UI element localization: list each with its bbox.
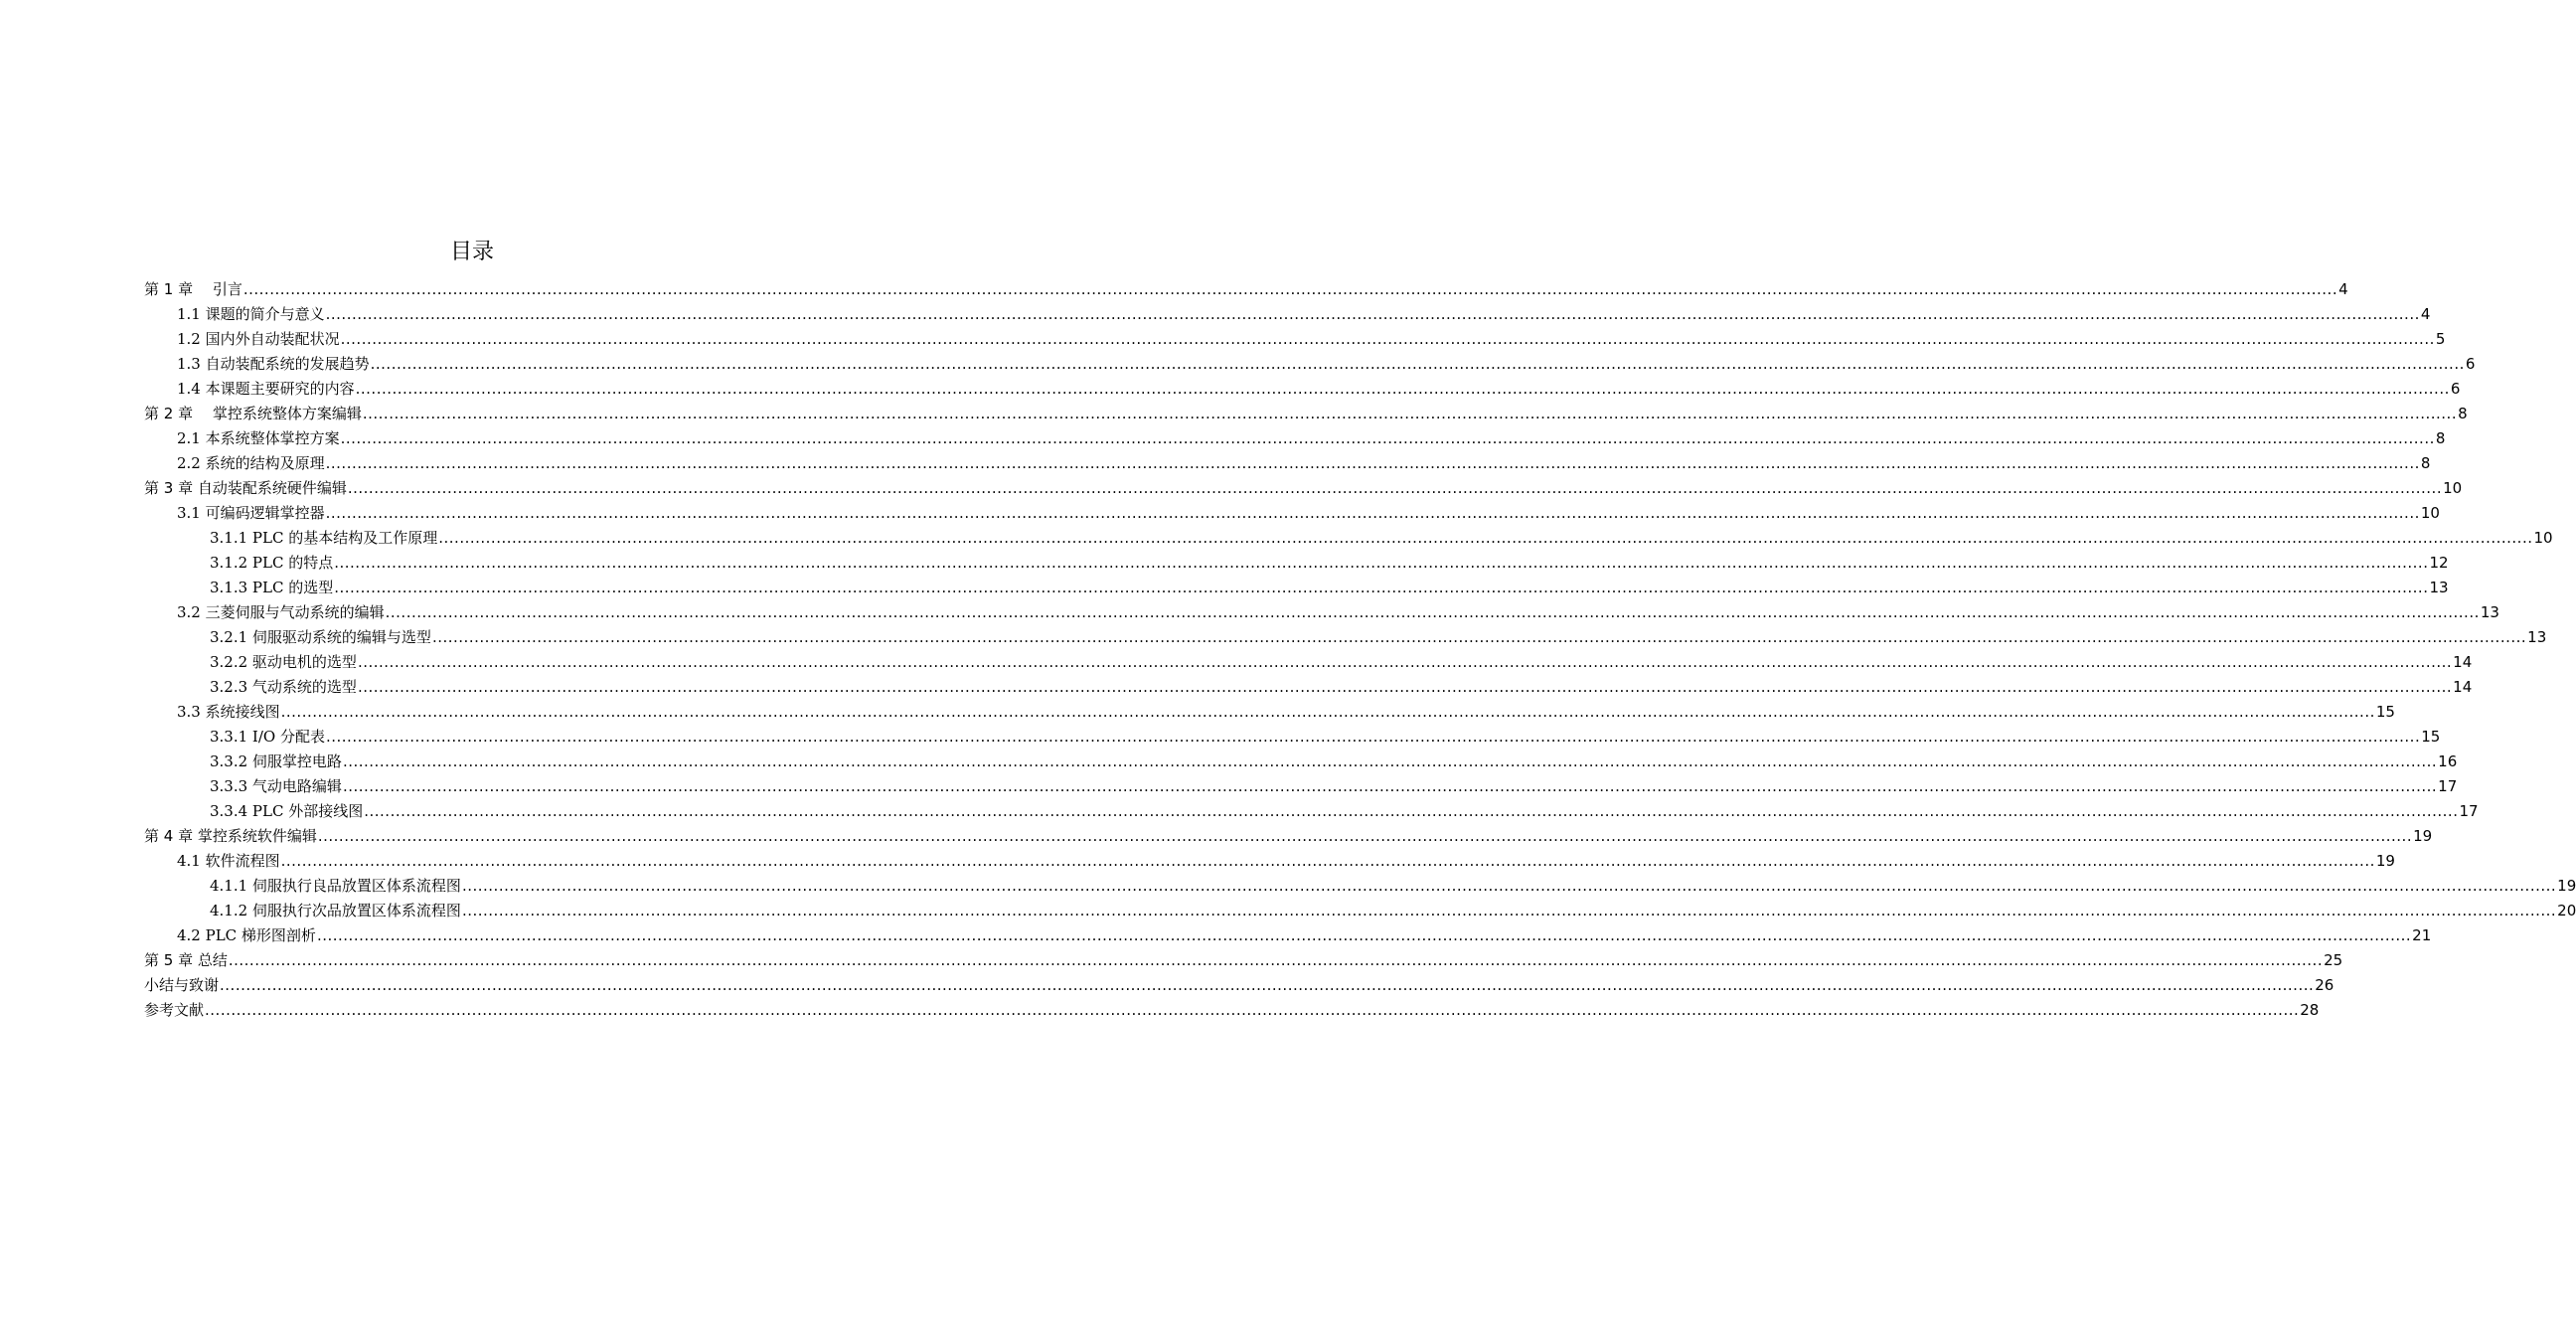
toc-entry[interactable] [144,476,2463,501]
toc-leader-dots: ................................................................................................................................................................................................................................................................................................................................................................................................................ [228,951,2324,969]
toc-leader-dots: ................................................................................................................................................................................................................................................................................................................................................................................................................ [340,330,2435,348]
toc-entry-label: 第 5 章 总结 [144,951,228,969]
toc-entry-label: 第 1 章 引言 [144,280,242,298]
toc-leader-dots: ................................................................................................................................................................................................................................................................................................................................................................................................................ [325,728,2421,746]
toc-entry-label: 2.2 系统的结构及原理 [177,454,325,472]
toc-entry[interactable] [144,973,2334,998]
toc-entry-page: 19 [2557,877,2576,895]
toc-entry-label: 小结与致谢 [144,976,220,994]
toc-leader-dots: ................................................................................................................................................................................................................................................................................................................................................................................................................ [438,529,2533,547]
toc-entry-page: 15 [2421,728,2441,746]
toc-leader-dots: ................................................................................................................................................................................................................................................................................................................................................................................................................ [385,603,2480,621]
toc-entry-page: 8 [2435,429,2446,447]
toc-entry[interactable] [144,302,2431,327]
toc-entry-label: 4.1 软件流程图 [177,852,280,870]
toc-leader-dots: ................................................................................................................................................................................................................................................................................................................................................................................................................ [325,454,2420,472]
toc-entry-label: 3.3.4 PLC 外部接线图 [210,802,364,820]
toc-entry-page: 13 [2527,628,2547,646]
toc-leader-dots: ................................................................................................................................................................................................................................................................................................................................................................................................................ [334,554,2429,572]
toc-entry-page: 12 [2429,554,2449,572]
toc-entry-page: 14 [2453,678,2473,696]
toc-entry[interactable] [144,451,2431,476]
toc-leader-dots: ................................................................................................................................................................................................................................................................................................................................................................................................................ [357,653,2453,671]
toc-entry-page: 4 [2420,305,2431,323]
toc-entry-page: 13 [2429,579,2449,596]
toc-entry[interactable] [144,700,2395,725]
toc-entry-label: 1.3 自动装配系统的发展趋势 [177,355,370,373]
toc-entry[interactable] [144,774,2458,799]
toc-entry-page: 13 [2480,603,2499,621]
toc-entry[interactable] [144,998,2320,1023]
toc-entry-page: 8 [2420,454,2431,472]
toc-entry-page: 20 [2557,902,2576,919]
toc-entry[interactable] [144,650,2473,675]
toc-leader-dots: ................................................................................................................................................................................................................................................................................................................................................................................................................ [370,355,2465,373]
toc-entry[interactable] [144,849,2395,874]
toc-entry[interactable] [144,750,2458,774]
toc-entry-page: 28 [2300,1001,2320,1019]
toc-leader-dots: ................................................................................................................................................................................................................................................................................................................................................................................................................ [280,852,2375,870]
toc-entry[interactable] [144,576,2449,600]
toc-entry-label: 第 4 章 掌控系统软件编辑 [144,827,317,845]
toc-entry-page: 5 [2435,330,2446,348]
toc-leader-dots: ................................................................................................................................................................................................................................................................................................................................................................................................................ [316,926,2412,944]
toc-entry-page: 4 [2338,280,2348,298]
toc-entry-label: 3.3.1 I/O 分配表 [210,728,325,746]
toc-entry-label: 1.4 本课题主要研究的内容 [177,380,355,398]
toc-leader-dots: ................................................................................................................................................................................................................................................................................................................................................................................................................ [431,628,2527,646]
toc-entry-label: 参考文献 [144,1001,205,1019]
toc-entry-label: 1.1 课题的简介与意义 [177,305,325,323]
toc-entry-page: 16 [2438,752,2458,770]
toc-leader-dots: ................................................................................................................................................................................................................................................................................................................................................................................................................ [461,877,2557,895]
toc-entry[interactable] [144,526,2553,551]
toc-entry-label: 4.1.1 伺服执行良品放置区体系流程图 [210,877,461,895]
toc-entry[interactable] [144,426,2446,451]
toc-leader-dots: ................................................................................................................................................................................................................................................................................................................................................................................................................ [342,777,2438,795]
toc-entry-label: 3.1.1 PLC 的基本结构及工作原理 [210,529,438,547]
toc-title: 目录 [449,240,494,264]
toc-entry[interactable] [144,948,2343,973]
toc-entry-label: 3.2 三菱伺服与气动系统的编辑 [177,603,385,621]
toc-entry-label: 3.2.2 驱动电机的选型 [210,653,357,671]
toc-entry-page: 19 [2375,852,2395,870]
toc-entry[interactable] [144,377,2461,402]
toc-entry-page: 10 [2420,504,2440,522]
toc-entry-page: 17 [2438,777,2458,795]
toc-entry-label: 2.1 本系统整体掌控方案 [177,429,340,447]
toc-leader-dots: ................................................................................................................................................................................................................................................................................................................................................................................................................ [205,1001,2300,1019]
toc-entry[interactable] [144,923,2432,948]
toc-leader-dots: ................................................................................................................................................................................................................................................................................................................................................................................................................ [347,479,2443,497]
toc-entry-label: 第 2 章 掌控系统整体方案编辑 [144,405,362,422]
toc-entry-label: 3.1.3 PLC 的选型 [210,579,334,596]
toc-entry[interactable] [144,824,2433,849]
toc-leader-dots: ................................................................................................................................................................................................................................................................................................................................................................................................................ [355,380,2450,398]
toc-entry-page: 8 [2458,405,2468,422]
toc-leader-dots: ................................................................................................................................................................................................................................................................................................................................................................................................................ [280,703,2375,721]
toc-entry-label: 3.2.1 伺服驱动系统的编辑与选型 [210,628,431,646]
toc-leader-dots: ................................................................................................................................................................................................................................................................................................................................................................................................................ [317,827,2413,845]
toc-entry-label: 3.1 可编码逻辑掌控器 [177,504,325,522]
toc-leader-dots: ................................................................................................................................................................................................................................................................................................................................................................................................................ [342,752,2438,770]
toc-entry[interactable] [144,277,2348,302]
toc-leader-dots: ................................................................................................................................................................................................................................................................................................................................................................................................................ [325,305,2420,323]
toc-entry[interactable] [144,675,2473,700]
toc-entry-page: 10 [2443,479,2463,497]
toc-entry-page: 25 [2324,951,2343,969]
toc-entry[interactable] [144,799,2479,824]
toc-leader-dots: ................................................................................................................................................................................................................................................................................................................................................................................................................ [334,579,2429,596]
toc-entry[interactable] [144,551,2449,576]
toc-entry[interactable] [144,625,2547,650]
toc-entry[interactable] [144,352,2476,377]
toc-entry-page: 6 [2465,355,2476,373]
toc-leader-dots: ................................................................................................................................................................................................................................................................................................................................................................................................................ [364,802,2459,820]
toc-entry[interactable] [144,725,2441,750]
toc-entry-label: 3.2.3 气动系统的选型 [210,678,357,696]
toc-leader-dots: ................................................................................................................................................................................................................................................................................................................................................................................................................ [242,280,2338,298]
toc-entry-label: 3.3.3 气动电路编辑 [210,777,342,795]
toc-entry[interactable] [144,899,2576,923]
toc-entry-label: 3.3 系统接线图 [177,703,280,721]
toc-entry[interactable] [144,501,2440,526]
toc-entry[interactable] [144,600,2499,625]
toc-entry[interactable] [144,327,2446,352]
toc-entry-label: 3.3.2 伺服掌控电路 [210,752,342,770]
toc-entry-label: 3.1.2 PLC 的特点 [210,554,334,572]
toc-entry-page: 26 [2315,976,2334,994]
toc-leader-dots: ................................................................................................................................................................................................................................................................................................................................................................................................................ [362,405,2458,422]
toc-leader-dots: ................................................................................................................................................................................................................................................................................................................................................................................................................ [220,976,2315,994]
toc-entry-label: 4.1.2 伺服执行次品放置区体系流程图 [210,902,461,919]
toc-entry-page: 14 [2453,653,2473,671]
toc-entry-label: 4.2 PLC 梯形图剖析 [177,926,316,944]
toc-entry[interactable] [144,402,2468,426]
toc-entry-page: 19 [2413,827,2433,845]
toc-leader-dots: ................................................................................................................................................................................................................................................................................................................................................................................................................ [357,678,2453,696]
toc-entry[interactable] [144,874,2576,899]
toc-leader-dots: ................................................................................................................................................................................................................................................................................................................................................................................................................ [340,429,2435,447]
toc-leader-dots: ................................................................................................................................................................................................................................................................................................................................................................................................................ [461,902,2557,919]
toc-entry-label: 1.2 国内外自动装配状况 [177,330,340,348]
toc-entry-page: 10 [2533,529,2553,547]
toc-list [144,277,2576,1023]
toc-entry-page: 15 [2375,703,2395,721]
toc-entry-page: 17 [2459,802,2479,820]
toc-entry-page: 6 [2450,380,2461,398]
toc-entry-label: 第 3 章 自动装配系统硬件编辑 [144,479,347,497]
toc-entry-page: 21 [2412,926,2432,944]
toc-leader-dots: ................................................................................................................................................................................................................................................................................................................................................................................................................ [325,504,2420,522]
